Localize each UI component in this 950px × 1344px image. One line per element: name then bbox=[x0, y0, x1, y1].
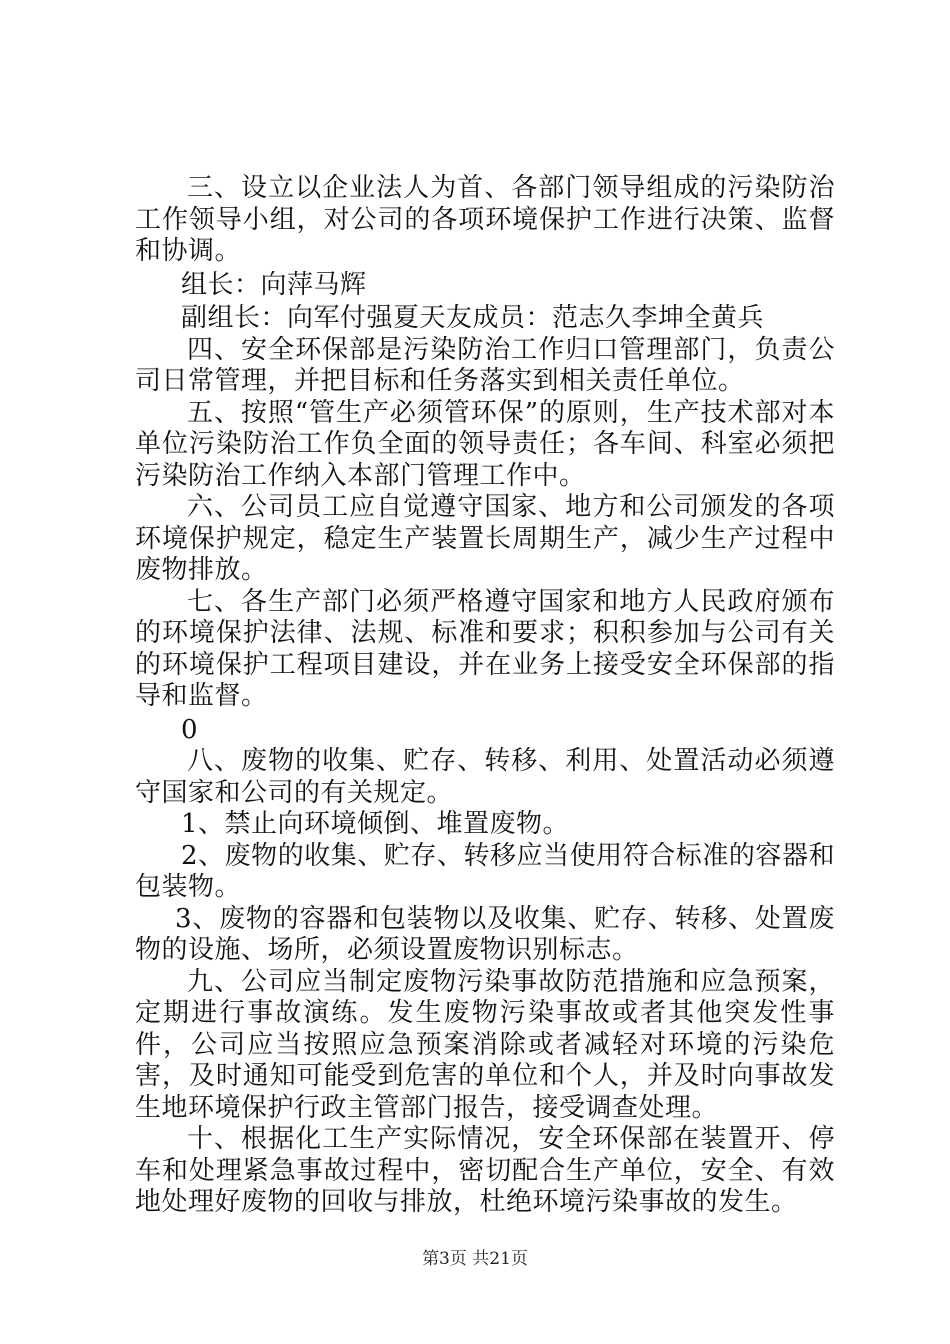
document-body bbox=[135, 173, 835, 1219]
paragraph-5: 五、按照“管生产必须管环保”的原则，生产技术部对本单位污染防治工作负全面的领导责任；各车间、科室必须把污染防治工作纳入本部门管理工作中。 bbox=[135, 397, 835, 491]
paragraph-8-item-1: 1、禁止向环境倾倒、堆置废物。 bbox=[181, 809, 570, 839]
paragraph-7: 七、各生产部门必须严格遵守国家和地方人民政府颁布的环境保护法律、法规、标准和要求；积积参加与公司有关的环境保护工程项目建设，并在业务上接受安全环保部的指导和监督。 bbox=[135, 586, 835, 711]
page-number-footer: 第3页 共21页 bbox=[422, 1249, 528, 1269]
paragraph-4: 四、安全环保部是污染防治工作归口管理部门，负责公司日常管理，并把目标和任务落实到相关责任单位。 bbox=[135, 334, 835, 396]
paragraph-deputy-leader: 副组长：向军付强夏天友成员：范志久李坤全黄兵 bbox=[181, 303, 765, 333]
paragraph-leader: 组长：向萍马辉 bbox=[181, 269, 367, 300]
paragraph-10: 十、根据化工生产实际情况，安全环保部在装置开、停车和处理紧急事故过程中，密切配合生产单位，安全、有效地处理好废物的回收与排放，杜绝环境污染事故的发生。 bbox=[135, 1124, 835, 1217]
paragraph-8: 八、废物的收集、贮存、转移、利用、处置活动必须遵守国家和公司的有关规定。 bbox=[135, 746, 835, 808]
paragraph-6: 六、公司员工应自觉遵守国家、地方和公司颁发的各项环境保护规定，稳定生产装置长周期生产，减少生产过程中废物排放。 bbox=[135, 492, 835, 585]
paragraph-3: 三、设立以企业法人为首、各部门领导组成的污染防治工作领导小组，对公司的各项环境保护工作进行决策、监督和协调。 bbox=[135, 173, 835, 266]
paragraph-8-item-2: 2、废物的收集、贮存、转移应当使用符合标准的容器和包装物。 bbox=[135, 840, 835, 902]
paragraph-zero: 0 bbox=[181, 714, 199, 745]
paragraph-8-item-3: 3、废物的容器和包装物以及收集、贮存、转移、处置废物的设施、场所，必须设置废物识别标志。 bbox=[135, 903, 835, 965]
paragraph-9: 九、公司应当制定废物污染事故防范措施和应急预案，定期进行事故演练。发生废物污染事故或者其他突发性事件，公司应当按照应急预案消除或者减轻对环境的污染危害，及时通知可能受到危害的单位和个人，并及时向事故发生地环境保护行政主管部门报告，接受调查处理。 bbox=[135, 966, 835, 1123]
